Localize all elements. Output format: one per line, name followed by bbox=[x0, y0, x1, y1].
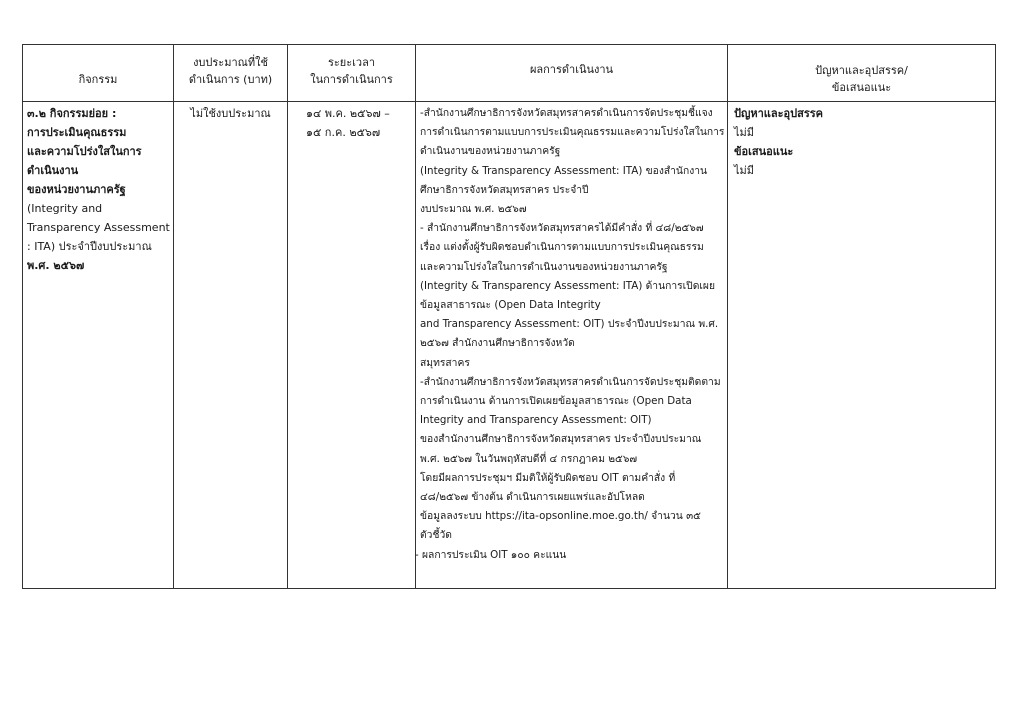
results-line: Integrity and Transparency Assessment: OIT) bbox=[420, 414, 652, 427]
results-line: ของสำนักงานศึกษาธิการจังหวัดสมุทรสาคร ประจำปีงบประมาณ bbox=[420, 433, 702, 446]
cell-results bbox=[416, 102, 728, 589]
results-line: (Integrity & Transparency Assessment: ITA) ด้านการเปิดเผย bbox=[420, 279, 715, 292]
results-line: ศึกษาธิการจังหวัดสมุทรสาคร ประจำปี bbox=[420, 183, 589, 196]
results-line: - ผลการประเมิน OIT ๑๐๐ คะแนน bbox=[415, 548, 567, 561]
results-line: ๔๘/๒๕๖๗ ข้างต้น ดำเนินการเผยแพร่และอัปโหลด bbox=[420, 491, 645, 504]
results-line: ดำเนินงานของหน่วยงานภาครัฐ bbox=[420, 145, 561, 158]
results-line: ตัวชี้วัด bbox=[420, 529, 452, 542]
table-header-row bbox=[23, 45, 996, 102]
results-line: เรื่อง แต่งตั้งผู้รับผิดชอบดำเนินการตามแบบการประเมินคุณธรรม bbox=[420, 241, 704, 254]
results-line: (Integrity & Transparency Assessment: ITA) ของสำนักงาน bbox=[420, 164, 708, 177]
results-line: ๒๕๖๗ สำนักงานศึกษาธิการจังหวัด bbox=[420, 337, 575, 350]
results-line: ข้อมูลลงระบบ https://ita-opsonline.moe.go.th/ จำนวน ๓๕ bbox=[420, 510, 701, 523]
results-line: โดยมีผลการประชุมฯ มีมติให้ผู้รับผิดชอบ OIT ตามคำสั่ง ที่ bbox=[420, 471, 676, 484]
results-line: - สำนักงานศึกษาธิการจังหวัดสมุทรสาครได้มีคำสั่ง ที่ ๔๘/๒๕๖๗ bbox=[420, 222, 704, 235]
header-period: ระยะเวลา ในการดำเนินการ bbox=[288, 45, 416, 102]
results-line: การดำเนินการตามแบบการประเมินคุณธรรมและความโปร่งใสในการ bbox=[420, 126, 725, 139]
header-results: ผลการดำเนินงาน bbox=[416, 45, 728, 102]
results-line: และความโปร่งใสในการดำเนินงานของหน่วยงานภาครัฐ bbox=[420, 260, 668, 273]
header-problems: ปัญหาและอุปสรรค/ ข้อเสนอแนะ bbox=[728, 45, 996, 102]
cell-activity: ๓.๒ กิจกรรมย่อย : การประเมินคุณธรรม และความโปร่งใสในการ ดำเนินงาน ของหน่วยงานภาครัฐ (Integrity and Transparency Assessment : ITA) ประจำปีงบประมาณ พ.ศ. ๒๕๖๗ bbox=[23, 102, 174, 589]
results-line: สมุทรสาคร bbox=[420, 356, 470, 369]
report-table bbox=[22, 44, 996, 589]
cell-problems bbox=[728, 102, 996, 589]
suggestions-label: ข้อเสนอแนะ bbox=[734, 145, 794, 158]
results-line: การดำเนินงาน ด้านการเปิดเผยข้อมูลสาธารณะ (Open Data bbox=[420, 395, 692, 408]
results-line: and Transparency Assessment: OIT) ประจำปีงบประมาณ พ.ศ. bbox=[420, 318, 719, 331]
results-line: พ.ศ. ๒๕๖๗ ในวันพฤหัสบดีที่ ๔ กรกฎาคม ๒๕๖๗ bbox=[420, 452, 638, 465]
problems-label: ปัญหาและอุปสรรค bbox=[734, 107, 823, 120]
table-row bbox=[23, 102, 996, 589]
cell-period: ๑๔ พ.ค. ๒๕๖๗ – ๑๕ ก.ค. ๒๕๖๗ bbox=[288, 102, 416, 589]
problems-value: ไม่มี bbox=[734, 126, 755, 139]
header-activity: กิจกรรม bbox=[23, 45, 174, 102]
header-budget: งบประมาณที่ใช้ ดำเนินการ (บาท) bbox=[174, 45, 288, 102]
results-line: -สำนักงานศึกษาธิการจังหวัดสมุทรสาครดำเนินการจัดประชุมติดตาม bbox=[420, 375, 721, 388]
results-line: ข้อมูลสาธารณะ (Open Data Integrity bbox=[420, 299, 601, 312]
cell-budget: ไม่ใช้งบประมาณ bbox=[174, 102, 288, 589]
results-line: งบประมาณ พ.ศ. ๒๕๖๗ bbox=[420, 203, 527, 216]
results-line: -สำนักงานศึกษาธิการจังหวัดสมุทรสาครดำเนินการจัดประชุมชี้แจง bbox=[420, 107, 713, 119]
suggestions-value: ไม่มี bbox=[734, 164, 755, 177]
